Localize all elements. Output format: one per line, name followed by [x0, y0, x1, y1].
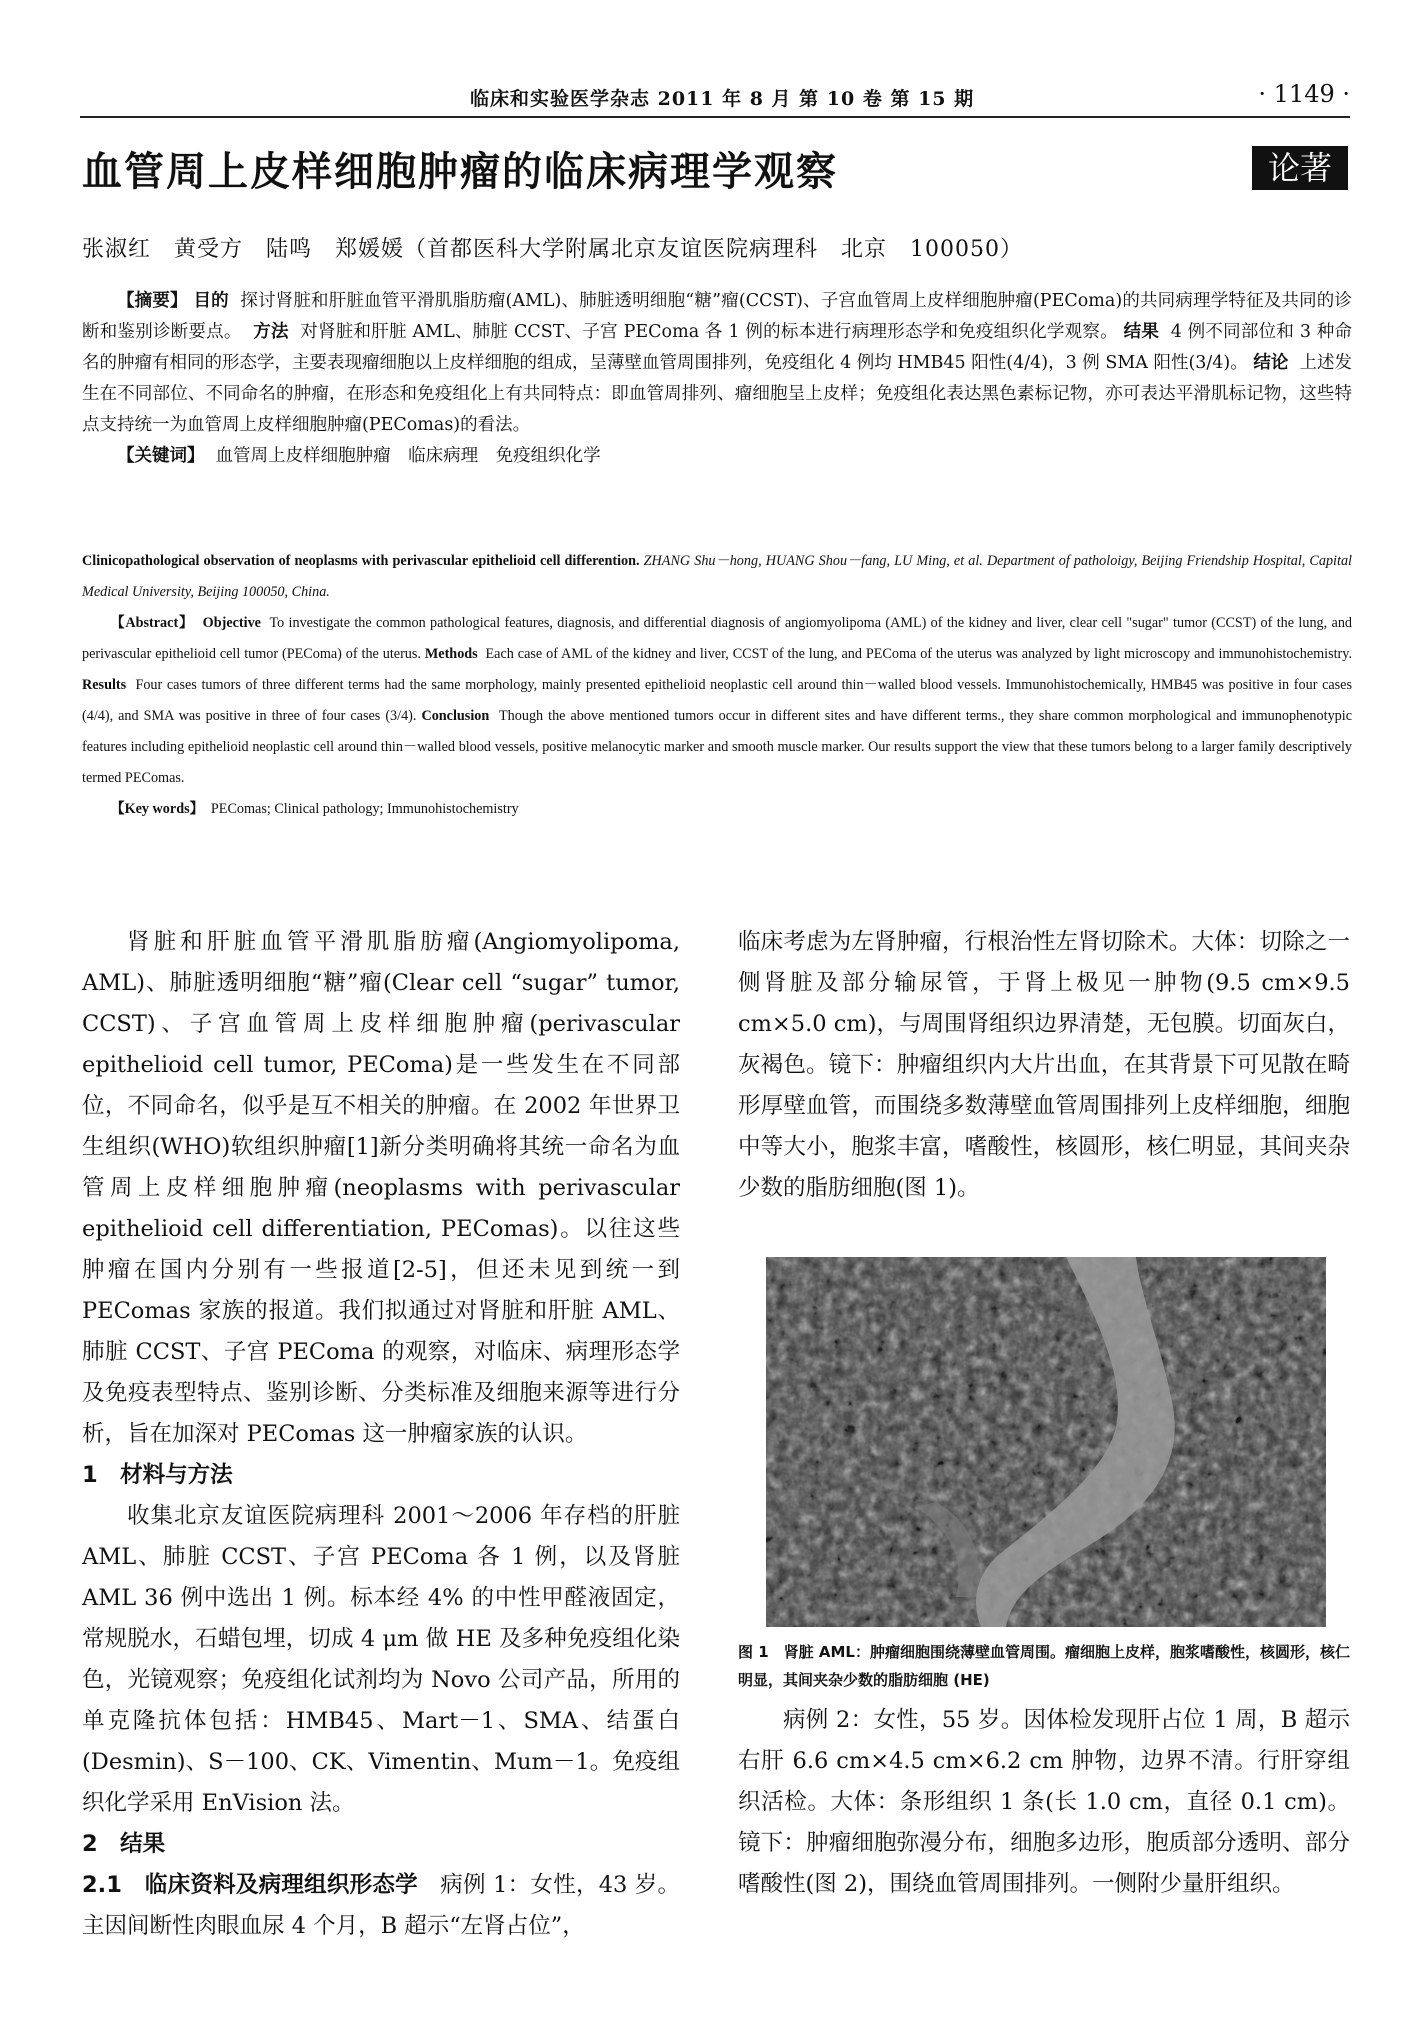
english-abstract: [82, 546, 1352, 825]
section-2-1-heading: 2.1 临床资料及病理组织形态学: [82, 1872, 418, 1898]
en-affiliation: Department of patholoigy, Beijing Friendship Hospital, Capital Medical University, Beijing 100050, China.: [82, 553, 1352, 600]
keywords-label: 【关键词】: [117, 446, 205, 466]
en-keywords-text: PEComas; Clinical pathology; Immunohistochemistry: [210, 801, 519, 817]
case-1-text: 病例 1：女性，43 岁。主因间断性肉眼血尿 4 个月，B 超示“左肾占位”，: [82, 1872, 680, 1939]
result-label: 结果: [1123, 322, 1160, 342]
page-number: · 1149 ·: [1258, 80, 1350, 108]
en-abstract-label: 【Abstract】: [110, 615, 194, 631]
en-objective-label: Objective: [202, 615, 261, 631]
method-text: 对肾脏和肝脏 AML、肺脏 CCST、子宫 PEComa 各 1 例的标本进行病理形态学和免疫组织化学观察。: [300, 322, 1118, 342]
en-keywords-label: 【Key words】: [110, 801, 204, 817]
en-results-text: Four cases tumors of three different terms had the same morphology, mainly presented epithelioid neoplastic cell around thin－walled blood vessels. Immunohistochemically, HMB45 was positive in four cases (4/4), and SMA was positive in three of four cases (3/4).: [82, 677, 1352, 724]
keywords-text: 血管周上皮样细胞肿瘤 临床病理 免疫组织化学: [215, 446, 601, 466]
body-left-column: [82, 922, 680, 1947]
en-title: Clinicopathological observation of neoplasms with perivascular epithelioid cell differention.: [82, 553, 640, 569]
en-methods-text: Each case of AML of the kidney and liver, CCST of the lung, and PEComa of the uterus was analyzed by light microscopy and immunohistochemistry.: [485, 646, 1352, 662]
case-1-continued: 临床考虑为左肾肿瘤，行根治性左肾切除术。大体：切除之一侧肾脏及部分输尿管，于肾上极见一肿物(9.5 cm×9.5 cm×5.0 cm)，与周围肾组织边界清楚，无包膜。切面灰白，灰褐色。镜下：肿瘤组织内大片出血，在其背景下可见散在畸形厚壁血管，而围绕多数薄壁血管周围排列上皮样细胞，细胞中等大小，胞浆丰富，嗜酸性，核圆形，核仁明显，其间夹杂少数的脂肪细胞(图 1)。: [738, 929, 1350, 1201]
intro-paragraph: 肾脏和肝脏血管平滑肌脂肪瘤(Angiomyolipoma, AML)、肺脏透明细胞“糖”瘤(Clear cell “sugar” tumor, CCST)、子宫血管周上皮样细胞肿瘤(perivascular epithelioid cell tumor, PEComa)是一些发生在不同部位，不同命名，似乎是互不相关的肿瘤。在 2002 年世界卫生组织(WHO)软组织肿瘤[1]新分类明确将其统一命名为血管周上皮样细胞肿瘤(neoplasms with perivascular epithelioid cell differentiation, PEComas)。以往这些肿瘤在国内分别有一些报道[2-5]，但还未见到统一到 PEComas 家族的报道。我们拟通过对肾脏和肝脏 AML、肺脏 CCST、子宫 PEComa 的观察，对临床、病理形态学及免疫表型特点、鉴别诊断、分类标准及细胞来源等进行分析，旨在加深对 PEComas 这一肿瘤家族的认识。: [82, 929, 680, 1447]
body-right-column-bottom: [738, 1700, 1350, 1905]
en-conclusion-label: Conclusion: [421, 708, 490, 724]
methods-paragraph: 收集北京友谊医院病理科 2001～2006 年存档的肝脏 AML、肺脏 CCST、子宫 PEComa 各 1 例，以及肾脏 AML 36 例中选出 1 例。标本经 4% 的中性甲醛液固定，常规脱水，石蜡包埋，切成 4 μm 做 HE 及多种免疫组化染色，光镜观察；免疫组化试剂均为 Novo 公司产品，所用的单克隆抗体包括：HMB45、Mart－1、SMA、结蛋白(Desmin)、S－100、CK、Vimentin、Mum－1。免疫组织化学采用 EnVision 法。: [82, 1503, 680, 1816]
journal-header: 临床和实验医学杂志 2011 年 8 月 第 10 卷 第 15 期: [470, 88, 975, 110]
abstract-label: 【摘要】: [117, 291, 188, 311]
section-1-heading: 1 材料与方法: [82, 1462, 233, 1488]
conclusion-label: 结论: [1253, 353, 1289, 373]
method-label: 方法: [253, 322, 289, 342]
section-badge: 论著: [1252, 146, 1348, 190]
body-right-column-top: [738, 922, 1350, 1209]
en-results-label: Results: [82, 677, 127, 693]
en-methods-label: Methods: [424, 646, 478, 662]
en-objective-text: To investigate the common pathological features, diagnosis, and differential diagnosis of angiomyolipoma (AML) of the kidney and liver, clear cell "sugar" tumor (CCST) of the lung, and perivascular epithelioid cell tumor (PEComa) of the uterus.: [82, 615, 1353, 662]
objective-text: 探讨肾脏和肝脏血管平滑肌脂肪瘤(AML)、肺脏透明细胞“糖”瘤(CCST)、子宫血管周上皮样细胞肿瘤(PEComa)的共同病理学特征及共同的诊断和鉴别诊断要点。: [82, 291, 1352, 342]
figure-1-caption: 图 1 肾脏 AML：肿瘤细胞围绕薄壁血管周围。瘤细胞上皮样，胞浆嗜酸性，核圆形，核仁明显，其间夹杂少数的脂肪细胞 (HE): [738, 1643, 1350, 1689]
en-authors: ZHANG Shu－hong, HUANG Shou－fang, LU Ming, et al.: [643, 553, 983, 569]
header-rule: [80, 116, 1350, 118]
result-text: 4 例不同部位和 3 种命名的肿瘤有相同的形态学，主要表现瘤细胞以上皮样细胞的组成，呈薄壁血管周围排列，免疫组化 4 例均 HMB45 阳性(4/4)，3 例 SMA 阳性(3/4)。: [82, 322, 1353, 373]
conclusion-text: 上述发生在不同部位、不同命名的肿瘤，在形态和免疫组化上有共同特点：即血管周排列、瘤细胞呈上皮样；免疫组化表达黑色素标记物，亦可表达平滑肌标记物，这些特点支持统一为血管周上皮样细胞肿瘤(PEComas)的看法。: [82, 353, 1353, 435]
case-2-paragraph: 病例 2：女性，55 岁。因体检发现肝占位 1 周，B 超示右肝 6.6 cm×4.5 cm×6.2 cm 肿物，边界不清。行肝穿组织活检。大体：条形组织 1 条(长 1.0 cm，直径 0.1 cm)。镜下：肿瘤细胞弥漫分布，细胞多边形，胞质部分透明、部分嗜酸性(图 2)，围绕血管周围排列。一侧附少量肝组织。: [738, 1707, 1350, 1897]
authors-line: 张淑红 黄受方 陆鸣 郑媛媛（首都医科大学附属北京友谊医院病理科 北京 100050）: [82, 237, 1023, 262]
objective-label: 目的: [193, 291, 229, 311]
chinese-abstract: [82, 286, 1352, 472]
paper-title: 血管周上皮样细胞肿瘤的临床病理学观察: [82, 149, 838, 195]
micrograph-image: [766, 1257, 1326, 1627]
micrograph-figure-1: [766, 1257, 1326, 1627]
section-2-heading: 2 结果: [82, 1831, 166, 1857]
en-conclusion-text: Though the above mentioned tumors occur in different sites and have different terms., they share common morphological and immunophenotypic features including epithelioid neoplastic cell around thin－walled blood vessels, positive melanocytic marker and smooth muscle marker. Our results support the view that these tumors belong to a larger family descriptively termed PEComas.: [82, 708, 1352, 786]
